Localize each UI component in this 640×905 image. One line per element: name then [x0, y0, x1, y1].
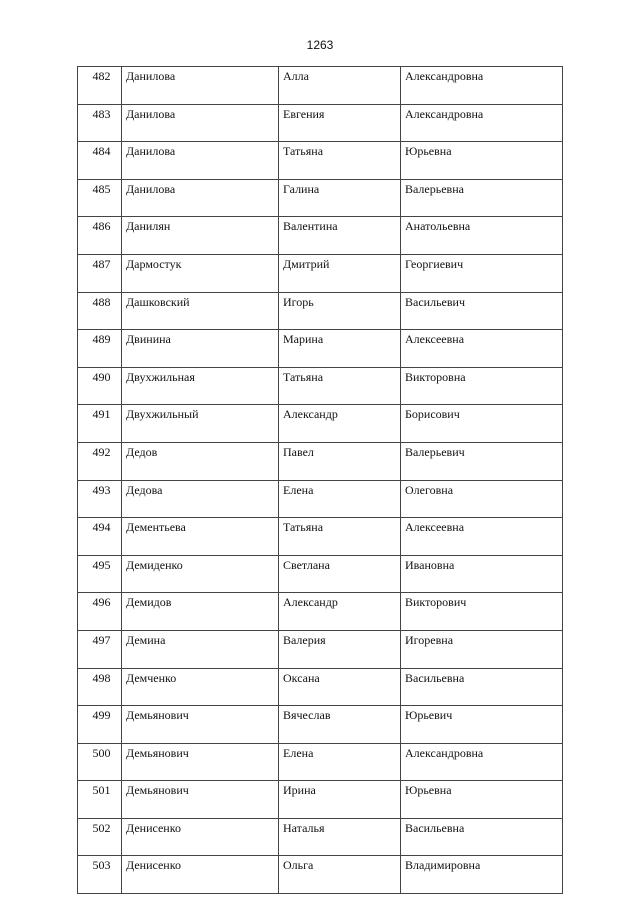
patronymic-cell: Васильевна	[401, 668, 563, 706]
patronymic-cell: Ивановна	[401, 555, 563, 593]
row-number: 494	[78, 518, 122, 556]
first-name-cell: Елена	[279, 743, 401, 781]
first-name-cell: Наталья	[279, 818, 401, 856]
last-name-cell: Демьянович	[122, 743, 279, 781]
last-name-cell: Данилова	[122, 142, 279, 180]
table-row	[78, 630, 563, 668]
table-row	[78, 706, 563, 744]
last-name-cell: Данилова	[122, 179, 279, 217]
patronymic-cell: Васильевич	[401, 292, 563, 330]
patronymic-cell: Юрьевна	[401, 142, 563, 180]
patronymic-cell: Алексеевна	[401, 518, 563, 556]
patronymic-cell: Валерьевна	[401, 179, 563, 217]
row-number: 496	[78, 593, 122, 631]
patronymic-cell: Александровна	[401, 67, 563, 105]
patronymic-cell: Александровна	[401, 104, 563, 142]
patronymic-cell: Викторович	[401, 593, 563, 631]
last-name-cell: Демидов	[122, 593, 279, 631]
table-row	[78, 217, 563, 255]
last-name-cell: Демьянович	[122, 706, 279, 744]
row-number: 493	[78, 480, 122, 518]
first-name-cell: Дмитрий	[279, 254, 401, 292]
last-name-cell: Демина	[122, 630, 279, 668]
last-name-cell: Демченко	[122, 668, 279, 706]
patronymic-cell: Борисович	[401, 405, 563, 443]
first-name-cell: Галина	[279, 179, 401, 217]
table-row	[78, 104, 563, 142]
row-number: 498	[78, 668, 122, 706]
last-name-cell: Дедов	[122, 442, 279, 480]
row-number: 497	[78, 630, 122, 668]
patronymic-cell: Юрьевич	[401, 706, 563, 744]
table-row	[78, 67, 563, 105]
row-number: 488	[78, 292, 122, 330]
last-name-cell: Данилова	[122, 104, 279, 142]
table-row	[78, 743, 563, 781]
table-row	[78, 555, 563, 593]
last-name-cell: Дашковский	[122, 292, 279, 330]
table-row	[78, 818, 563, 856]
table-row	[78, 330, 563, 368]
row-number: 502	[78, 818, 122, 856]
roster-table	[77, 66, 563, 894]
last-name-cell: Демьянович	[122, 781, 279, 819]
page-number: 1263	[306, 38, 334, 52]
first-name-cell: Павел	[279, 442, 401, 480]
table-row	[78, 442, 563, 480]
last-name-cell: Дармостук	[122, 254, 279, 292]
last-name-cell: Двухжильная	[122, 367, 279, 405]
first-name-cell: Алла	[279, 67, 401, 105]
patronymic-cell: Георгиевич	[401, 254, 563, 292]
last-name-cell: Данилова	[122, 67, 279, 105]
first-name-cell: Татьяна	[279, 367, 401, 405]
first-name-cell: Валентина	[279, 217, 401, 255]
patronymic-cell: Юрьевна	[401, 781, 563, 819]
last-name-cell: Двинина	[122, 330, 279, 368]
row-number: 482	[78, 67, 122, 105]
last-name-cell: Демиденко	[122, 555, 279, 593]
first-name-cell: Валерия	[279, 630, 401, 668]
row-number: 495	[78, 555, 122, 593]
table-row	[78, 593, 563, 631]
table-row	[78, 142, 563, 180]
first-name-cell: Игорь	[279, 292, 401, 330]
first-name-cell: Татьяна	[279, 142, 401, 180]
row-number: 485	[78, 179, 122, 217]
row-number: 483	[78, 104, 122, 142]
first-name-cell: Оксана	[279, 668, 401, 706]
first-name-cell: Вячеслав	[279, 706, 401, 744]
table-row	[78, 518, 563, 556]
last-name-cell: Дементьева	[122, 518, 279, 556]
patronymic-cell: Викторовна	[401, 367, 563, 405]
table-row	[78, 405, 563, 443]
last-name-cell: Денисенко	[122, 856, 279, 894]
patronymic-cell: Валерьевич	[401, 442, 563, 480]
row-number: 490	[78, 367, 122, 405]
first-name-cell: Ольга	[279, 856, 401, 894]
table-row	[78, 179, 563, 217]
row-number: 492	[78, 442, 122, 480]
patronymic-cell: Игоревна	[401, 630, 563, 668]
table-row	[78, 292, 563, 330]
row-number: 499	[78, 706, 122, 744]
first-name-cell: Александр	[279, 405, 401, 443]
row-number: 489	[78, 330, 122, 368]
table-row	[78, 254, 563, 292]
last-name-cell: Данилян	[122, 217, 279, 255]
first-name-cell: Евгения	[279, 104, 401, 142]
patronymic-cell: Васильевна	[401, 818, 563, 856]
table-row	[78, 781, 563, 819]
first-name-cell: Татьяна	[279, 518, 401, 556]
first-name-cell: Елена	[279, 480, 401, 518]
row-number: 486	[78, 217, 122, 255]
first-name-cell: Александр	[279, 593, 401, 631]
table-row	[78, 367, 563, 405]
row-number: 503	[78, 856, 122, 894]
last-name-cell: Двухжильный	[122, 405, 279, 443]
row-number: 491	[78, 405, 122, 443]
patronymic-cell: Александровна	[401, 743, 563, 781]
first-name-cell: Ирина	[279, 781, 401, 819]
table-row	[78, 856, 563, 894]
row-number: 500	[78, 743, 122, 781]
table-row	[78, 668, 563, 706]
patronymic-cell: Анатольевна	[401, 217, 563, 255]
first-name-cell: Марина	[279, 330, 401, 368]
last-name-cell: Денисенко	[122, 818, 279, 856]
last-name-cell: Дедова	[122, 480, 279, 518]
row-number: 484	[78, 142, 122, 180]
row-number: 501	[78, 781, 122, 819]
patronymic-cell: Владимировна	[401, 856, 563, 894]
table-row	[78, 480, 563, 518]
patronymic-cell: Алексеевна	[401, 330, 563, 368]
first-name-cell: Светлана	[279, 555, 401, 593]
patronymic-cell: Олеговна	[401, 480, 563, 518]
row-number: 487	[78, 254, 122, 292]
roster-table-body	[78, 67, 563, 894]
